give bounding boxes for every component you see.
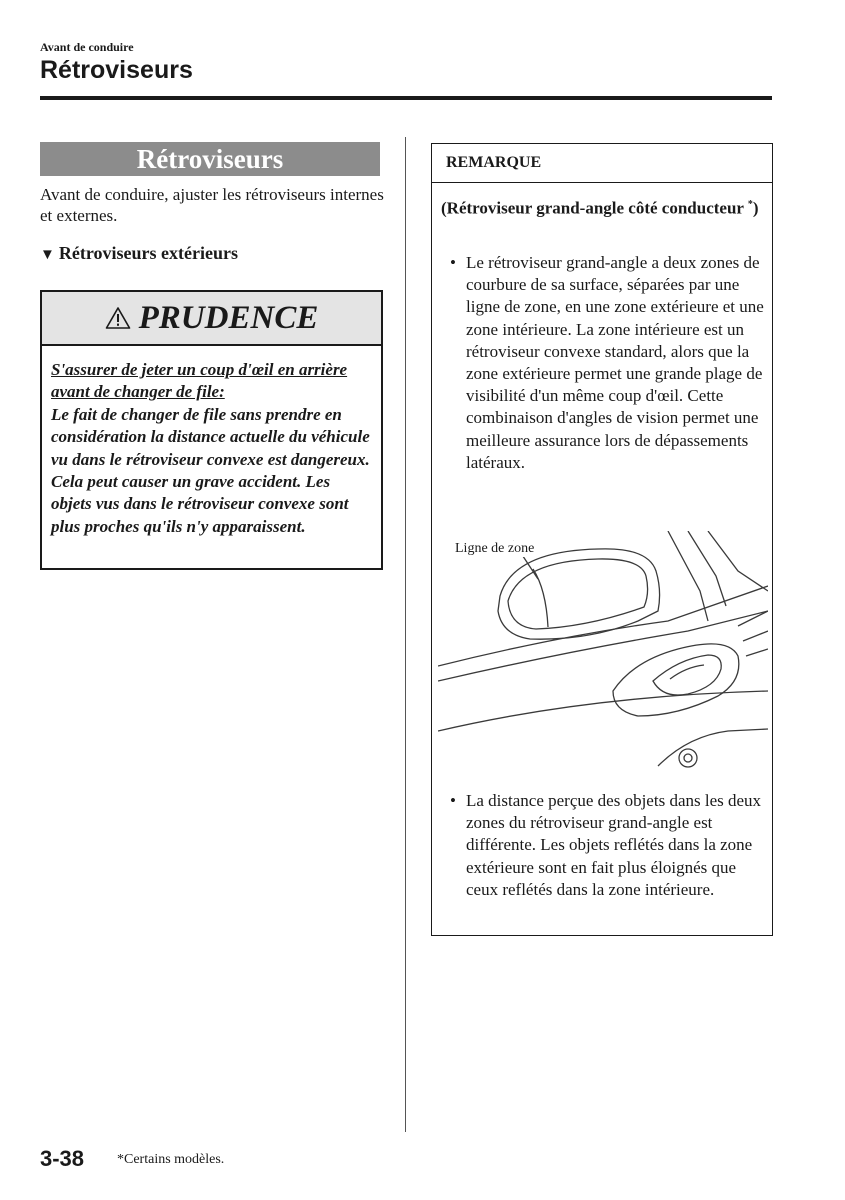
figure-label: Ligne de zone — [455, 541, 535, 556]
subheading — [40, 243, 238, 264]
column-divider — [405, 137, 406, 1132]
caution-lead: S'assurer de jeter un coup d'œil en arrière avant de changer de file: — [51, 360, 348, 402]
caution-box — [40, 290, 383, 570]
note-bullet-text: Le rétroviseur grand-angle a deux zones de courbure de sa surface, séparées par une ligne de zone, en une zone extérieure et une zone intérieure. La zone intérieure est un rétroviseur convexe standard, alors que la zone extérieure permet une grande plage de visibilité d'un même coup d'œil. Cette combinaison d'angles de vision permet une meilleure assurance lors de dépassements latéraux. — [466, 253, 764, 472]
caution-header — [42, 292, 381, 346]
caution-body — [42, 346, 381, 538]
header-rule — [40, 96, 772, 100]
mirror-illustration — [438, 531, 768, 786]
bullet-icon: • — [450, 791, 456, 810]
note-bullet — [450, 252, 770, 474]
caution-title: PRUDENCE — [138, 299, 319, 336]
footnote: *Certains modèles. — [117, 1152, 225, 1167]
note-bullet-text: La distance perçue des objets dans les deux zones du rétroviseur grand-angle est différente. Les objets reflétés dans la zone extérieure sont en fait plus éloignés que ceux reflétés dans la zone intérieure. — [466, 791, 762, 899]
subheading-label: Rétroviseurs extérieurs — [58, 243, 238, 263]
note-subtitle-mark: * — [747, 199, 753, 210]
bullet-icon: • — [450, 253, 456, 272]
section-label: Avant de conduire — [40, 40, 134, 54]
note-header: REMARQUE — [432, 144, 772, 183]
section-banner: Rétroviseurs — [40, 142, 380, 176]
note-bullet — [450, 790, 770, 901]
warning-triangle-icon — [105, 306, 131, 330]
note-box — [431, 143, 773, 936]
caution-text: Le fait de changer de file sans prendre en considération la distance actuelle du véhicule vu dans le rétroviseur convexe est dangereux. Cela peut causer un grave accident. Les objets vus dans le rétroviseur convexe sont plus proches qu'ils n'y apparaissent. — [51, 404, 370, 536]
intro-text: Avant de conduire, ajuster les rétroviseurs internes et externes. — [40, 185, 384, 225]
page-title: Rétroviseurs — [40, 56, 193, 84]
note-subtitle-close: ) — [752, 198, 759, 218]
page-number: 3-38 — [40, 1146, 85, 1171]
note-subtitle-text: (Rétroviseur grand-angle côté conducteur — [441, 198, 744, 218]
triangle-down-icon: ▼ — [40, 247, 55, 263]
note-subtitle — [441, 194, 761, 220]
